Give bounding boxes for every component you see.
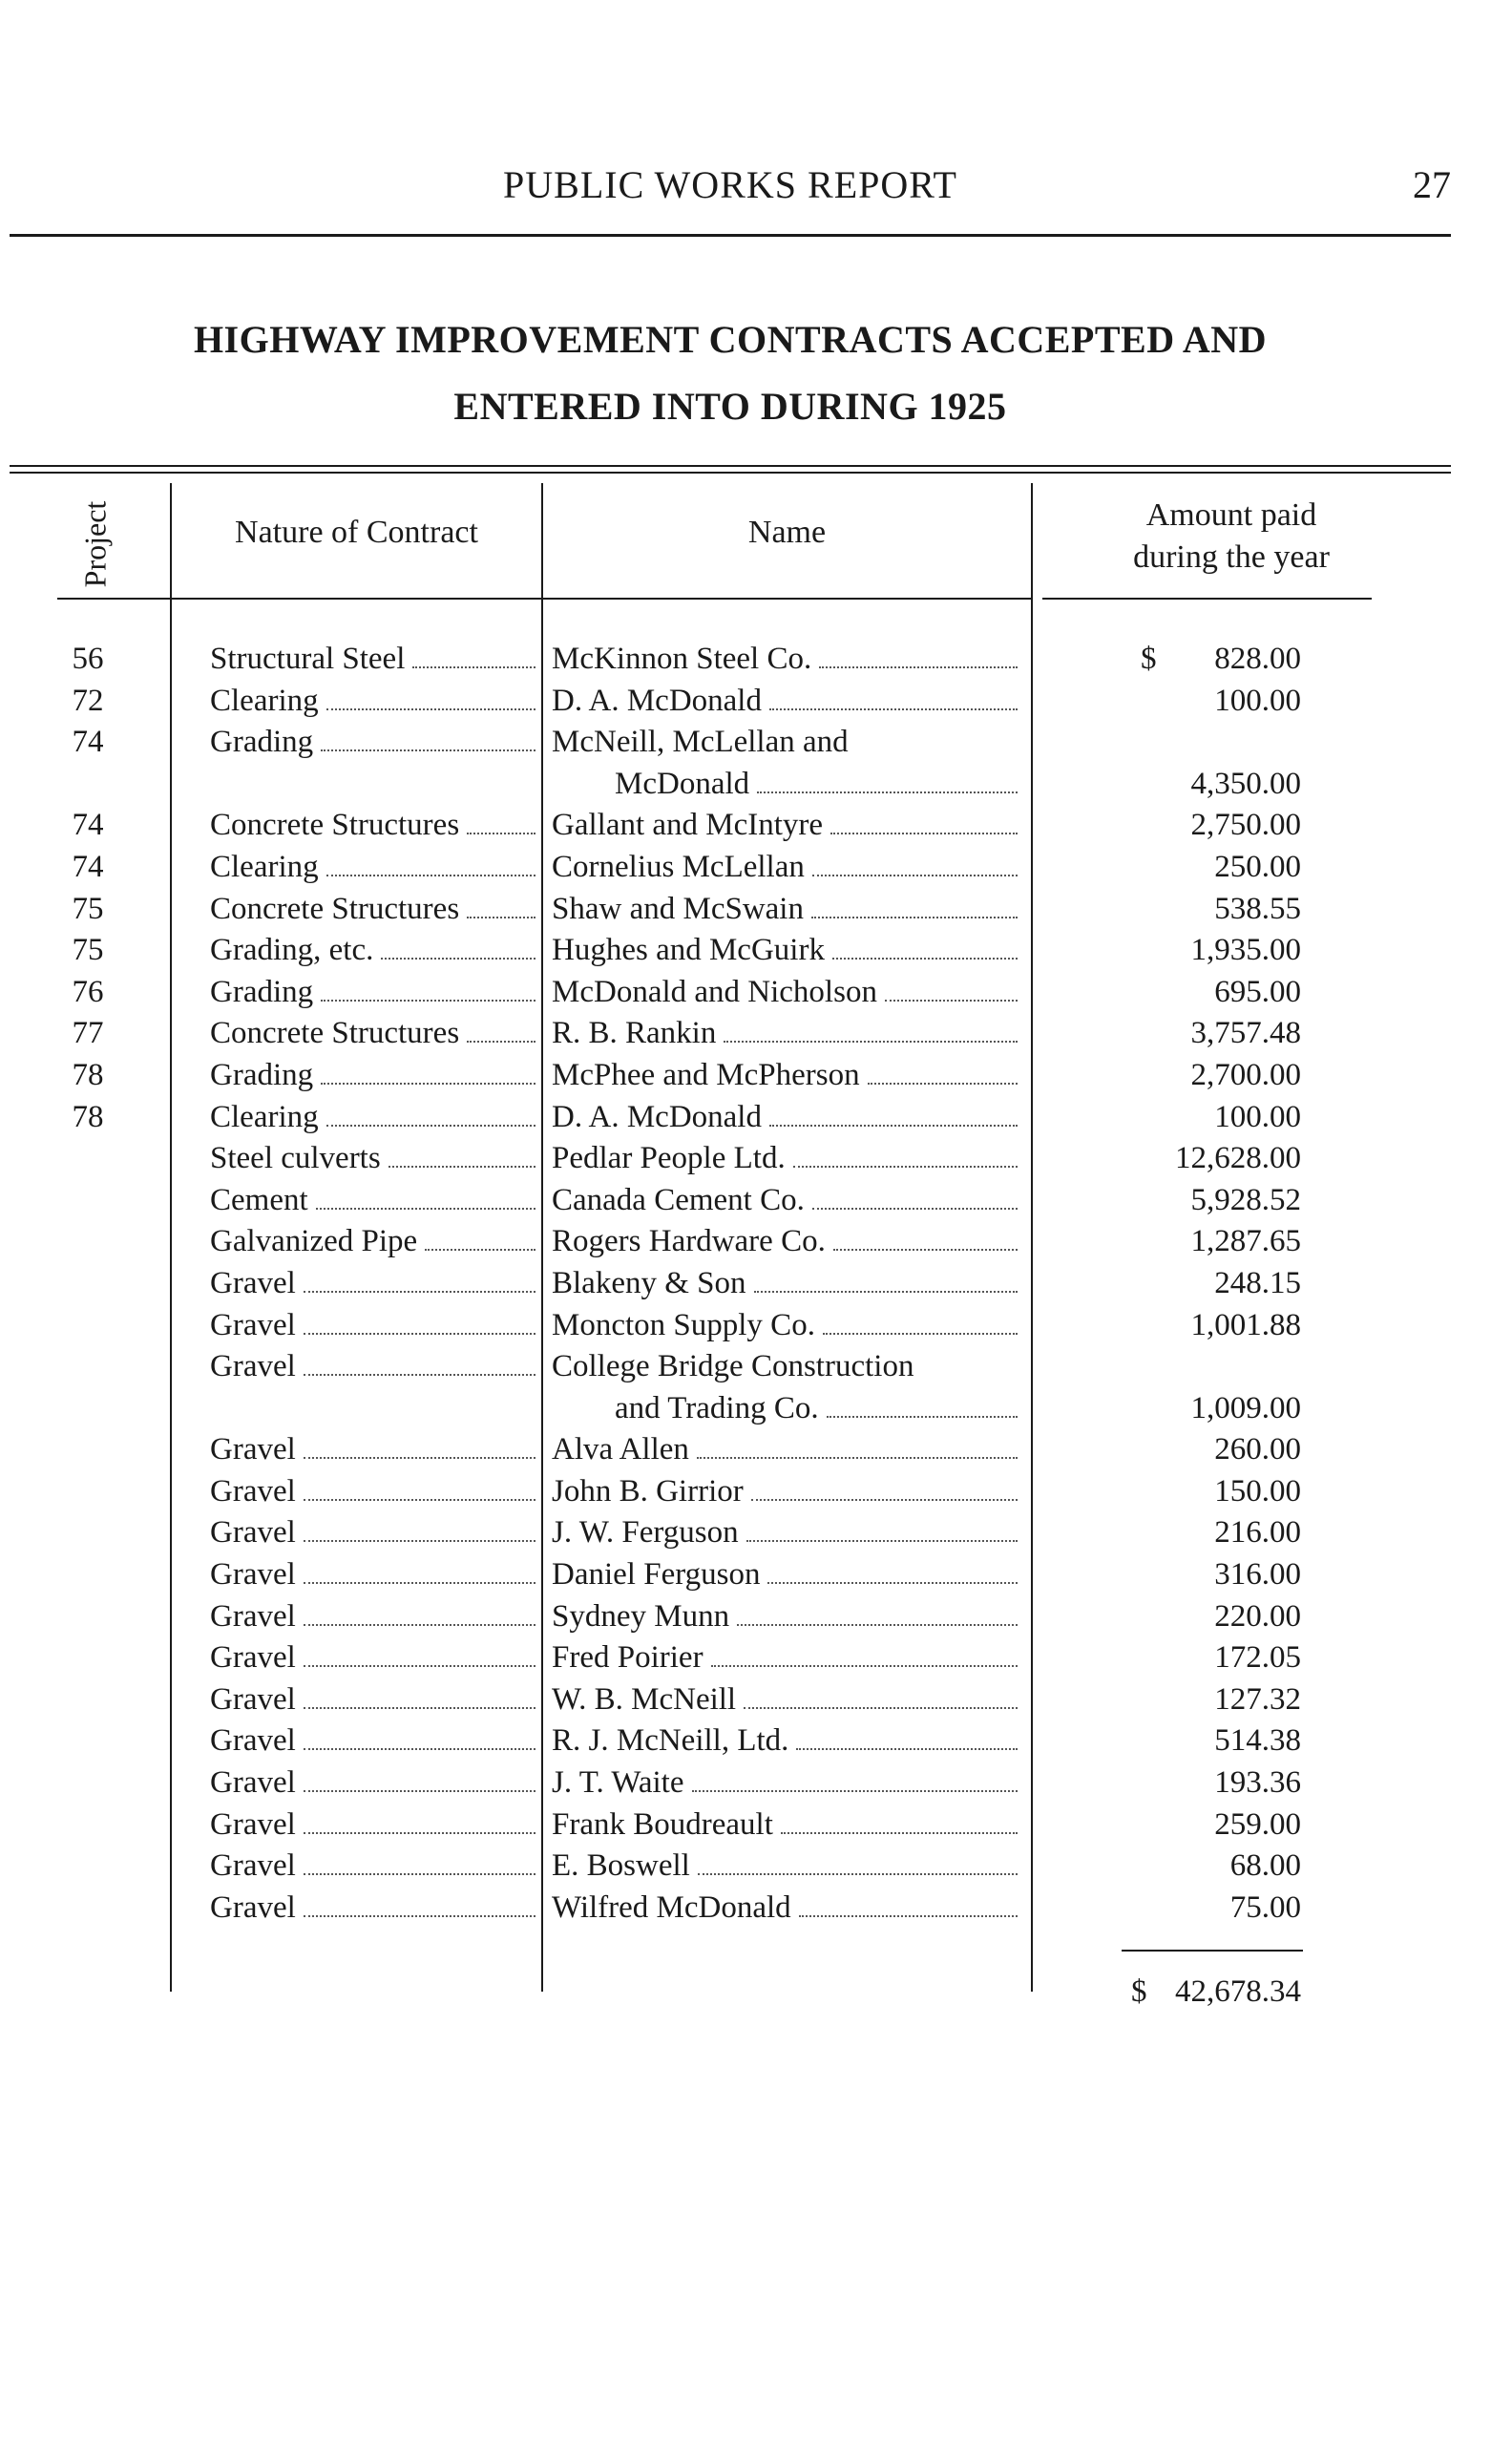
name-cell (552, 684, 1021, 719)
amount-paid: 259.00 (1214, 1806, 1301, 1842)
nature-cell (210, 1848, 539, 1884)
table-row (0, 1266, 1512, 1308)
table-row (0, 1474, 1512, 1516)
contractor-name: Moncton Supply Co. (552, 1307, 815, 1342)
contractor-name: Cornelius McLellan (552, 849, 805, 884)
table-row (0, 1723, 1512, 1765)
page-header (10, 162, 1451, 229)
amount-paid: 12,628.00 (1175, 1141, 1301, 1176)
amount-paid: 1,001.88 (1190, 1307, 1301, 1342)
dot-leader (698, 1848, 1018, 1875)
amount-paid: 220.00 (1214, 1598, 1301, 1634)
name-cell (552, 1349, 1021, 1384)
nature-cell (210, 1224, 539, 1259)
nature-cell (210, 1183, 539, 1218)
name-cell (552, 767, 1021, 802)
nature-of-contract: Cement (210, 1182, 308, 1217)
column-header-project-label: Project (77, 500, 113, 588)
table-row (0, 684, 1512, 726)
running-title: PUBLIC WORKS REPORT (503, 163, 957, 206)
dot-leader (885, 975, 1018, 1002)
nature-cell (210, 1723, 539, 1759)
nature-cell (210, 892, 539, 927)
contractor-name: Wilfred McDonald (552, 1889, 791, 1925)
name-cell (552, 1765, 1021, 1801)
dot-leader (304, 1765, 536, 1792)
nature-of-contract: Gravel (210, 1806, 296, 1842)
dot-leader (304, 1557, 536, 1584)
table-row (0, 1682, 1512, 1724)
contractor-name: W. B. McNeill (552, 1681, 737, 1717)
table-row (0, 975, 1512, 1017)
column-header-nature: Nature of Contract (235, 515, 478, 550)
nature-of-contract: Gravel (210, 1473, 296, 1509)
dot-leader (304, 1723, 536, 1750)
contractor-name: and Trading Co. (615, 1390, 819, 1425)
amount-paid: 2,700.00 (1190, 1057, 1301, 1092)
dot-leader (467, 1016, 536, 1043)
contractor-name: Rogers Hardware Co. (552, 1224, 826, 1259)
amount-paid: 216.00 (1214, 1515, 1301, 1551)
dot-leader (819, 642, 1018, 668)
table-row (0, 725, 1512, 767)
nature-of-contract: Gravel (210, 1515, 296, 1551)
amount-paid: 193.36 (1214, 1765, 1301, 1801)
nature-cell (210, 1515, 539, 1551)
amount-paid: 260.00 (1214, 1432, 1301, 1467)
table-title-line2: ENTERED INTO DURING 1925 (453, 385, 1007, 428)
table-title-line1: HIGHWAY IMPROVEMENT CONTRACTS ACCEPTED AND (193, 318, 1268, 361)
table-row (0, 767, 1512, 809)
project-number: 56 (72, 642, 104, 676)
nature-cell (210, 1807, 539, 1843)
dot-leader (711, 1640, 1018, 1667)
nature-of-contract: Gravel (210, 1723, 296, 1759)
name-cell (552, 1474, 1021, 1509)
contractor-name: Daniel Ferguson (552, 1557, 761, 1593)
dot-leader (326, 684, 536, 710)
dot-leader (304, 1432, 536, 1459)
contractor-name: McNeill, McLellan and (552, 725, 849, 760)
name-cell (552, 933, 1021, 968)
name-cell (552, 1890, 1021, 1926)
dot-leader (304, 1266, 536, 1293)
nature-of-contract: Gravel (210, 1265, 296, 1300)
contractor-name: Gallant and McIntyre (552, 808, 824, 843)
nature-cell (210, 1765, 539, 1801)
contractor-name: D. A. McDonald (552, 683, 762, 718)
name-cell (552, 1016, 1021, 1051)
name-cell (552, 1141, 1021, 1176)
contractor-name: J. T. Waite (552, 1765, 684, 1801)
name-cell (552, 1807, 1021, 1843)
total-rule (1122, 1950, 1303, 1952)
dot-leader (812, 850, 1018, 876)
contractor-name: R. B. Rankin (552, 1016, 717, 1051)
name-cell (552, 1848, 1021, 1884)
contractor-name: McDonald and Nicholson (552, 974, 877, 1009)
dollar-sign: $ (1141, 642, 1157, 676)
amount-paid: 1,287.65 (1190, 1224, 1301, 1259)
nature-of-contract: Gravel (210, 1557, 296, 1593)
table-row (0, 808, 1512, 850)
nature-of-contract: Gravel (210, 1598, 296, 1634)
nature-of-contract: Gravel (210, 1349, 296, 1384)
contractor-name: McDonald (615, 766, 750, 801)
table-row (0, 1765, 1512, 1807)
nature-cell (210, 975, 539, 1010)
nature-of-contract: Concrete Structures (210, 808, 460, 843)
amount-paid: 316.00 (1214, 1557, 1301, 1593)
name-cell (552, 1266, 1021, 1301)
dot-leader (692, 1765, 1018, 1792)
nature-cell (210, 1349, 539, 1384)
project-number: 75 (72, 891, 104, 926)
dot-leader (823, 1308, 1018, 1335)
name-cell (552, 892, 1021, 927)
amount-paid: 127.32 (1214, 1681, 1301, 1717)
name-cell (552, 725, 1021, 760)
header-underline (57, 598, 1031, 600)
nature-cell (210, 725, 539, 760)
contractor-name: McKinnon Steel Co. (552, 642, 812, 676)
dot-leader (304, 1308, 536, 1335)
contractor-name: John B. Girrior (552, 1473, 744, 1509)
nature-of-contract: Gravel (210, 1681, 296, 1717)
table-row (0, 1016, 1512, 1058)
name-cell (552, 808, 1021, 843)
nature-of-contract: Gravel (210, 1640, 296, 1676)
table-row (0, 1308, 1512, 1350)
contractor-name: College Bridge Construction (552, 1349, 914, 1384)
dot-leader (304, 1848, 536, 1875)
table-row (0, 1391, 1512, 1433)
contractor-name: McPhee and McPherson (552, 1057, 860, 1092)
nature-cell (210, 808, 539, 843)
dot-leader (304, 1890, 536, 1917)
amount-paid: 100.00 (1214, 1099, 1301, 1134)
table-row (0, 850, 1512, 892)
dot-leader (321, 725, 536, 751)
project-number: 72 (72, 683, 104, 718)
header-underline-amount (1042, 598, 1372, 600)
table-row (0, 1183, 1512, 1225)
contractor-name: Hughes and McGuirk (552, 933, 825, 968)
dot-leader (833, 1224, 1018, 1251)
dot-leader (326, 850, 536, 876)
column-header-amount-line1: Amount paid (1145, 497, 1317, 533)
table-row (0, 1515, 1512, 1557)
nature-cell (210, 684, 539, 719)
project-number: 75 (72, 933, 104, 968)
dot-leader (830, 808, 1018, 834)
dot-leader (769, 1100, 1018, 1127)
table-row (0, 1640, 1512, 1682)
table-row (0, 1807, 1512, 1849)
nature-of-contract: Structural Steel (210, 642, 406, 676)
amount-paid: 695.00 (1214, 974, 1301, 1009)
contractor-name: Sydney Munn (552, 1598, 730, 1634)
table-row (0, 1349, 1512, 1391)
dot-leader (827, 1391, 1018, 1418)
dot-leader (812, 1183, 1018, 1210)
nature-of-contract: Gravel (210, 1848, 296, 1884)
dot-leader (388, 1141, 536, 1168)
name-cell (552, 1432, 1021, 1467)
dot-leader (796, 1723, 1018, 1750)
dot-leader (868, 1058, 1018, 1085)
table-row (0, 1599, 1512, 1641)
dot-leader (304, 1807, 536, 1834)
nature-of-contract: Concrete Structures (210, 1016, 460, 1051)
dot-leader (744, 1682, 1018, 1709)
dot-leader (304, 1640, 536, 1667)
amount-paid: 538.55 (1214, 891, 1301, 926)
column-header-name: Name (747, 515, 827, 550)
table-row (0, 642, 1512, 684)
amount-paid: 1,935.00 (1190, 933, 1301, 968)
dot-leader (425, 1224, 536, 1251)
header-rule (10, 234, 1451, 237)
nature-of-contract: Clearing (210, 849, 319, 884)
dot-leader (467, 892, 536, 918)
amount-paid: 514.38 (1214, 1723, 1301, 1759)
contractor-name: J. W. Ferguson (552, 1515, 739, 1551)
dot-leader (832, 933, 1018, 960)
nature-cell (210, 1141, 539, 1176)
project-number: 74 (72, 725, 104, 760)
dot-leader (757, 767, 1018, 793)
dot-leader (781, 1807, 1018, 1834)
dot-leader (746, 1515, 1018, 1542)
name-cell (552, 1515, 1021, 1551)
table-row (0, 933, 1512, 975)
name-cell (552, 975, 1021, 1010)
nature-cell (210, 850, 539, 885)
contractor-name: D. A. McDonald (552, 1099, 762, 1134)
nature-of-contract: Clearing (210, 1099, 319, 1134)
dot-leader (304, 1682, 536, 1709)
nature-cell (210, 1890, 539, 1926)
dot-leader (326, 1100, 536, 1127)
table-top-rule-double (10, 472, 1451, 474)
amount-paid: 100.00 (1214, 683, 1301, 718)
dot-leader (304, 1515, 536, 1542)
amount-paid: 150.00 (1214, 1473, 1301, 1509)
name-cell (552, 850, 1021, 885)
dot-leader (381, 933, 536, 960)
table-row (0, 1141, 1512, 1183)
dot-leader (316, 1183, 536, 1210)
table-row (0, 892, 1512, 934)
table-row (0, 1224, 1512, 1266)
nature-of-contract: Gravel (210, 1889, 296, 1925)
name-cell (552, 1308, 1021, 1343)
total-amount: 42,678.34 (1175, 1974, 1301, 2009)
nature-of-contract: Grading, etc. (210, 933, 374, 968)
name-cell (552, 1391, 1021, 1426)
column-header-amount (1079, 495, 1384, 579)
project-number: 74 (72, 808, 104, 843)
nature-of-contract: Concrete Structures (210, 891, 460, 926)
dot-leader (304, 1349, 536, 1376)
dot-leader (767, 1557, 1018, 1584)
project-number: 78 (72, 1099, 104, 1134)
nature-cell (210, 1100, 539, 1135)
table-row (0, 1848, 1512, 1890)
nature-cell (210, 933, 539, 968)
table-row (0, 1058, 1512, 1100)
amount-paid: 5,928.52 (1190, 1182, 1301, 1217)
table-row (0, 1100, 1512, 1142)
nature-cell (210, 642, 539, 677)
dot-leader (304, 1474, 536, 1501)
amount-paid: 75.00 (1229, 1889, 1301, 1925)
page-number: 27 (1413, 163, 1451, 206)
contractor-name: Alva Allen (552, 1432, 689, 1467)
nature-of-contract: Grading (210, 1057, 314, 1092)
nature-cell (210, 1058, 539, 1093)
dot-leader (467, 808, 536, 834)
nature-of-contract: Gravel (210, 1765, 296, 1801)
amount-paid: 828.00 (1214, 642, 1301, 676)
dot-leader (751, 1474, 1018, 1501)
contractor-name: R. J. McNeill, Ltd. (552, 1723, 789, 1759)
name-cell (552, 642, 1021, 677)
nature-cell (210, 1682, 539, 1718)
name-cell (552, 1100, 1021, 1135)
dot-leader (799, 1890, 1018, 1917)
amount-paid: 2,750.00 (1190, 808, 1301, 843)
amount-paid: 250.00 (1214, 849, 1301, 884)
nature-cell (210, 1599, 539, 1635)
dot-leader (793, 1141, 1018, 1168)
nature-cell (210, 1016, 539, 1051)
amount-paid: 172.05 (1214, 1640, 1301, 1676)
total-dollar-sign: $ (1131, 1974, 1147, 2009)
name-cell (552, 1682, 1021, 1718)
table-row (0, 1557, 1512, 1599)
column-header-amount-line2: during the year (1133, 539, 1330, 575)
project-number: 74 (72, 849, 104, 884)
nature-cell (210, 1557, 539, 1593)
table-row (0, 1890, 1512, 1932)
contractor-name: Canada Cement Co. (552, 1182, 805, 1217)
nature-of-contract: Grading (210, 725, 314, 760)
dot-leader (321, 975, 536, 1002)
name-cell (552, 1557, 1021, 1593)
nature-cell (210, 1474, 539, 1509)
contractor-name: E. Boswell (552, 1848, 690, 1884)
nature-cell (210, 1308, 539, 1343)
project-number: 76 (72, 974, 104, 1009)
amount-paid: 1,009.00 (1190, 1390, 1301, 1425)
nature-of-contract: Gravel (210, 1432, 296, 1467)
name-cell (552, 1058, 1021, 1093)
dot-leader (697, 1432, 1018, 1459)
nature-cell (210, 1432, 539, 1467)
table-row (0, 1432, 1512, 1474)
contractor-name: Shaw and McSwain (552, 891, 804, 926)
name-cell (552, 1640, 1021, 1676)
contractor-name: Pedlar People Ltd. (552, 1141, 786, 1176)
column-header-project (57, 496, 134, 592)
dot-leader (737, 1599, 1018, 1626)
dot-leader (412, 642, 536, 668)
contractor-name: Frank Boudreault (552, 1806, 773, 1842)
dot-leader (811, 892, 1018, 918)
name-cell (552, 1599, 1021, 1635)
nature-of-contract: Steel culverts (210, 1141, 381, 1176)
amount-paid: 4,350.00 (1190, 766, 1301, 801)
nature-of-contract: Galvanized Pipe (210, 1224, 418, 1259)
table-top-rule (10, 465, 1451, 467)
amount-paid: 248.15 (1214, 1265, 1301, 1300)
name-cell (552, 1183, 1021, 1218)
nature-of-contract: Grading (210, 974, 314, 1009)
name-cell (552, 1723, 1021, 1759)
dot-leader (321, 1058, 536, 1085)
amount-paid: 3,757.48 (1190, 1016, 1301, 1051)
contracts-table-body (0, 642, 1512, 1931)
name-cell (552, 1224, 1021, 1259)
project-number: 77 (72, 1016, 104, 1051)
dot-leader (724, 1016, 1018, 1043)
project-number: 78 (72, 1057, 104, 1092)
dot-leader (769, 684, 1018, 710)
dot-leader (304, 1599, 536, 1626)
nature-cell (210, 1640, 539, 1676)
amount-paid: 68.00 (1229, 1848, 1301, 1884)
contractor-name: Blakeny & Son (552, 1265, 746, 1300)
contractor-name: Fred Poirier (552, 1640, 704, 1676)
nature-of-contract: Clearing (210, 683, 319, 718)
nature-cell (210, 1266, 539, 1301)
dot-leader (754, 1266, 1018, 1293)
nature-of-contract: Gravel (210, 1307, 296, 1342)
